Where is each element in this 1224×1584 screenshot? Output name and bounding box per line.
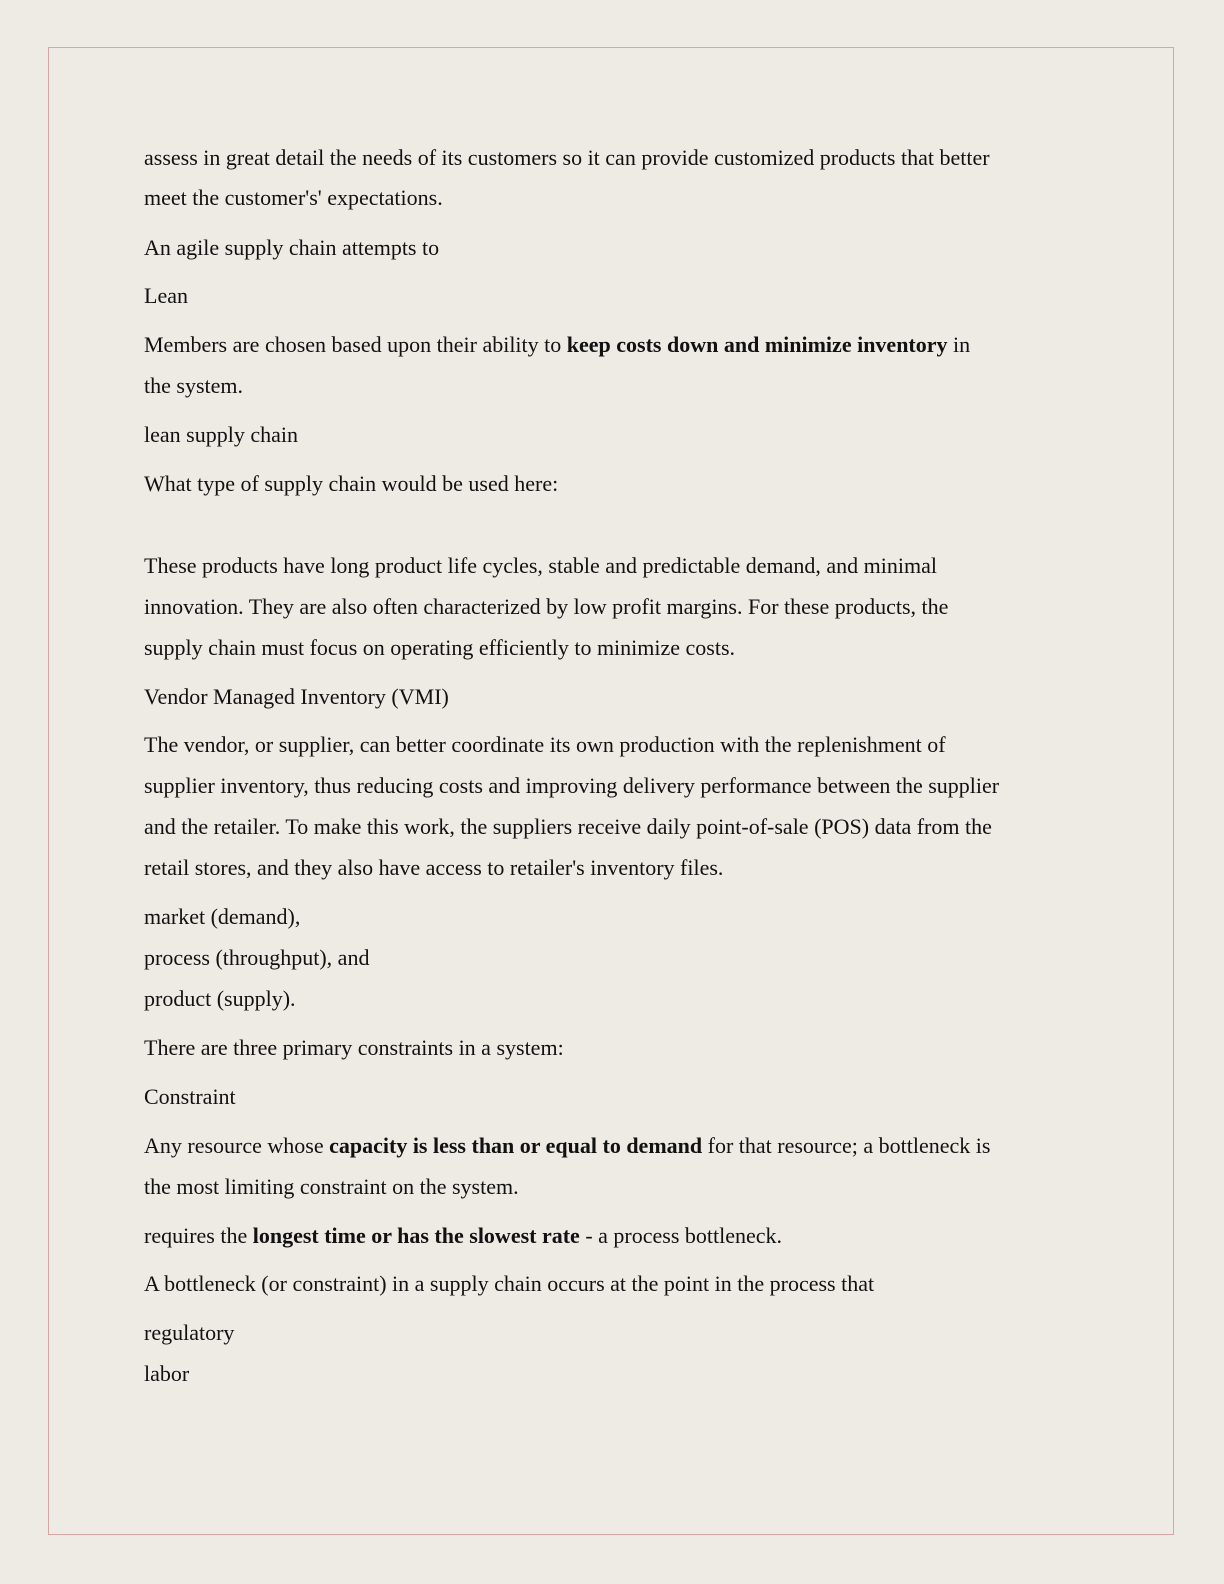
paragraph-line: innovation. They are also often characterized by low profit margins. For these products, the bbox=[144, 594, 949, 619]
bold-text: keep costs down and minimize inventory bbox=[566, 332, 948, 357]
text-run: requires the bbox=[144, 1223, 253, 1248]
text-run: - a process bottleneck. bbox=[579, 1223, 783, 1248]
paragraph-line: An agile supply chain attempts to bbox=[144, 235, 440, 260]
paragraph-line: These products have long product life cycles, stable and predictable demand, and minimal bbox=[144, 553, 937, 578]
paragraph-line: supply chain must focus on operating efficiently to minimize costs. bbox=[144, 635, 736, 660]
paragraph-line bbox=[144, 324, 970, 365]
text-run: Any resource whose bbox=[144, 1133, 330, 1158]
paragraph-line: What type of supply chain would be used here: bbox=[144, 471, 559, 496]
paragraph-line bbox=[144, 1125, 990, 1166]
paragraph-line: market (demand), bbox=[144, 904, 301, 929]
paragraph-line: regulatory bbox=[144, 1320, 235, 1345]
paragraph-line: Constraint bbox=[144, 1084, 236, 1109]
text-run: in bbox=[947, 332, 971, 357]
paragraph-line: Lean bbox=[144, 283, 188, 308]
paragraph-line: supplier inventory, thus reducing costs and improving delivery performance between the supplier bbox=[144, 773, 1000, 798]
bold-text: longest time or has the slowest rate bbox=[252, 1223, 580, 1248]
paragraph-line: and the retailer. To make this work, the suppliers receive daily point-of-sale (POS) data from the bbox=[144, 814, 992, 839]
paragraph-line: assess in great detail the needs of its customers so it can provide customized products that better bbox=[144, 145, 990, 170]
text-run: for that resource; a bottleneck is bbox=[702, 1133, 991, 1158]
paragraph-line: retail stores, and they also have access to retailer's inventory files. bbox=[144, 855, 724, 880]
paragraph-line: lean supply chain bbox=[144, 422, 298, 447]
paragraph-line: There are three primary constraints in a system: bbox=[144, 1035, 564, 1060]
paragraph-line: The vendor, or supplier, can better coordinate its own production with the replenishment of bbox=[144, 732, 946, 757]
paragraph-line: product (supply). bbox=[144, 986, 296, 1011]
paragraph-line: meet the customer's' expectations. bbox=[144, 185, 443, 210]
paragraph-line: the most limiting constraint on the system. bbox=[144, 1174, 519, 1199]
paragraph-line: process (throughput), and bbox=[144, 945, 370, 970]
text-run: Members are chosen based upon their ability to bbox=[144, 332, 567, 357]
paragraph-line: labor bbox=[144, 1361, 190, 1386]
bold-text: capacity is less than or equal to demand bbox=[329, 1133, 703, 1158]
paragraph-line bbox=[144, 1215, 782, 1256]
paragraph-line: A bottleneck (or constraint) in a supply chain occurs at the point in the process that bbox=[144, 1271, 875, 1296]
paragraph-line: Vendor Managed Inventory (VMI) bbox=[144, 684, 449, 709]
paragraph-line: the system. bbox=[144, 373, 243, 398]
